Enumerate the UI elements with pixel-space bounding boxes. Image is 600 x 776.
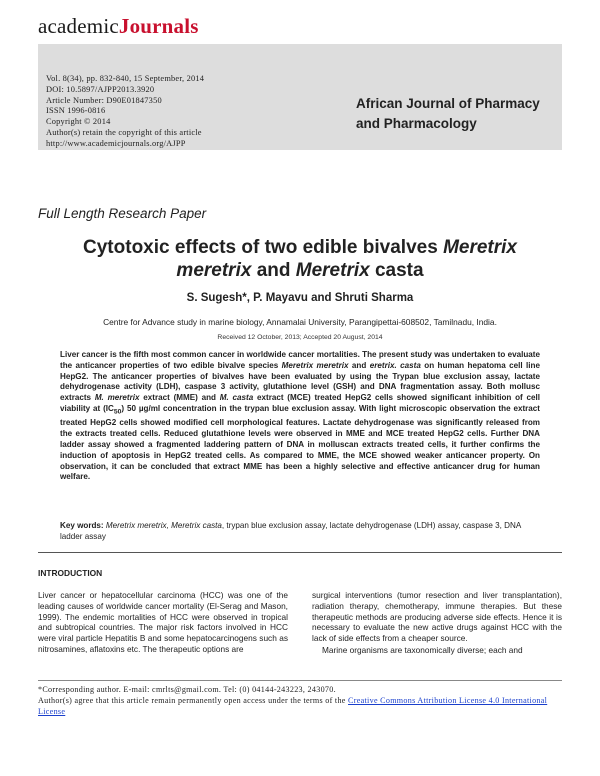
paper-type: Full Length Research Paper xyxy=(38,206,207,221)
authors: S. Sugesh*, P. Mayavu and Shruti Sharma xyxy=(186,292,414,304)
publisher-logo: academicJournals xyxy=(38,14,199,38)
corresponding-author: *Corresponding author. E-mail: cmrlts@gmail.com. Tel: (0) 04144-243223, 243070. xyxy=(38,685,336,694)
meta-doi[interactable]: DOI: 10.5897/AJPP2013.3920 xyxy=(46,84,155,94)
intro-paragraph: surgical interventions (tumor resection and liver transplantation), radiation therapy, chemotherapy, immune therapies. But these therapeutic methods are producing adverse side effects. Hence it is necessary to evaluate the new active drugs against HCC with the lack of side effects from a cheaper source. xyxy=(312,590,562,644)
license-notice: Author(s) agree that this article remain permanently open access under the terms of the Creative Commons Attribution License 4.0 International License xyxy=(38,696,548,716)
license-link[interactable]: Creative Commons Attribution License 4.0 International License xyxy=(38,696,548,716)
received-accepted-dates: Received 12 October, 2013; Accepted 20 August, 2014 xyxy=(217,334,383,341)
intro-paragraph: Liver cancer or hepatocellular carcinoma (HCC) was one of the leading causes of worldwide cancer mortality (El-Serag and Mason, 1999). The endemic mortalities of HCC were observed in tropical and subtropical countries. The major risk factors involved in HCC were viral particle Hepatitis B and some hepatocarcinogens such as nitrosamines, aflatoxins etc. The therapeutic options are xyxy=(38,590,288,654)
meta-issn: ISSN 1996-0816 xyxy=(46,106,106,116)
journal-header-box xyxy=(38,44,562,150)
meta-rights: Author(s) retain the copyright of this article xyxy=(46,127,202,137)
keywords-label: Key words: xyxy=(60,521,104,530)
meta-volume: Vol. 8(34), pp. 832-840, 15 September, 2014 xyxy=(46,74,205,83)
intro-left-column xyxy=(38,590,288,655)
meta-article-number: Article Number: D90E01847350 xyxy=(46,95,162,105)
footnote-divider xyxy=(38,680,562,681)
introduction-heading: INTRODUCTION xyxy=(38,568,103,578)
keywords: Key words: Meretrix meretrix, Meretrix casta, trypan blue exclusion assay, lactate dehydrogenase (LDH) assay, caspase 3, DNA ladder assay xyxy=(60,521,521,541)
journal-title: African Journal of Pharmacy and Pharmacology xyxy=(356,96,540,131)
meta-copyright: Copyright © 2014 xyxy=(46,117,111,127)
intro-right-column xyxy=(312,590,562,656)
footnote xyxy=(38,684,562,717)
meta-journal-url[interactable]: http://www.academicjournals.org/AJPP xyxy=(46,138,186,148)
article-metadata xyxy=(46,74,256,150)
paper-title: Cytotoxic effects of two edible bivalves Meretrix meretrix and Meretrix casta xyxy=(83,237,517,281)
affiliation: Centre for Advance study in marine biology, Annamalai University, Parangipettai-608502, Tamilnadu, India. xyxy=(103,317,497,327)
section-divider xyxy=(38,552,562,553)
intro-paragraph: Marine organisms are taxonomically diverse; each and xyxy=(322,644,523,655)
abstract: Liver cancer is the fifth most common cancer in worldwide cancer mortalities. The present study was undertaken to evaluate the anticancer properties of two edible bivalve species Meretrix meretrix and eretrix. casta on human hepatoma cell line HepG2. The anticancer properties of bivalves have been evaluated by using the Trypan blue exclusion assay, lactate dehydrogenase activity (LDH), caspase 3 activity, glutathione level (GSH) and DNA fragmentation assay. Both mollusc extracts M. meretrix extract (MME) and M. casta extract (MCE) treated HepG2 cells showed significant inhibition of cell viability at $(IC_{50})$ 50 µg/ml concentration in the trypan blue exclusion assay. With light microscopic observation the extract treated HepG2 cells showed modified cell morphological features. Lactate dehydrogenase was significantly released from the extracts treated cells. Reduced glutathione levels were observed in MME and MCE treated HepG2 cells. Further DNA ladder assay showed a fragmented laddering pattern of DNA in molluscan extracts treated cells, it further confirms the induction of apoptosis in HepG2 treated cells. As compared to MME, the MCE showed weaker anticancer property. On observation, it can be concluded that extract MME has been a highly selective and effective anticancer drug for human welfare. xyxy=(60,350,541,482)
